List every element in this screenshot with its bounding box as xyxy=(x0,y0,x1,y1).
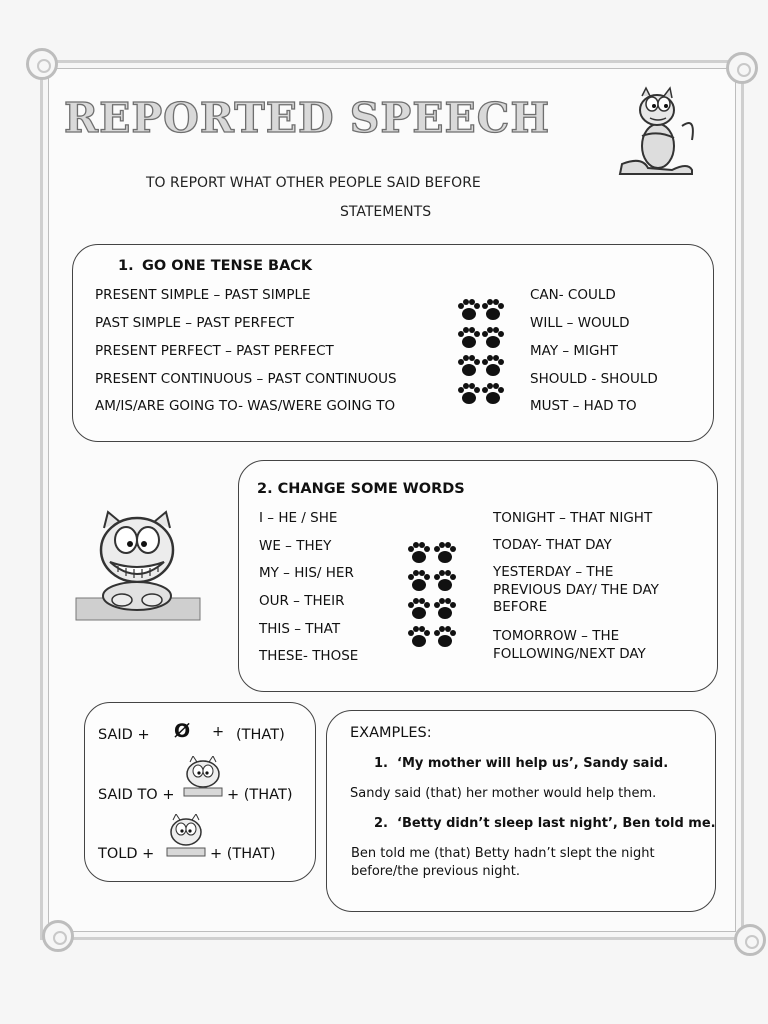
time-rule-right: TOMORROW – THE xyxy=(493,628,620,644)
paw-print-icon xyxy=(480,325,506,351)
example-reported: before/the previous night. xyxy=(351,864,520,879)
paw-print-icon xyxy=(406,568,432,594)
page-title: REPORTED SPEECH xyxy=(64,94,551,142)
garfield-cat-icon xyxy=(180,756,226,798)
paw-print-icon xyxy=(406,624,432,650)
paw-print-column xyxy=(406,540,432,650)
modal-rule-right: MAY – MIGHT xyxy=(530,343,618,359)
examples-heading: EXAMPLES: xyxy=(350,725,432,741)
word-rule-left: MY – HIS/ HER xyxy=(259,565,354,581)
paw-print-icon xyxy=(480,353,506,379)
tense-rule-left: PRESENT PERFECT – PAST PERFECT xyxy=(95,343,334,359)
garfield-cat-icon xyxy=(164,814,208,858)
formula-told: TOLD + xyxy=(98,846,155,862)
paw-print-column xyxy=(480,297,506,407)
time-rule-right: TONIGHT – THAT NIGHT xyxy=(493,510,653,526)
word-rule-left: THIS – THAT xyxy=(259,621,341,637)
corner-ornament-icon xyxy=(734,924,766,956)
tense-rule-left: PAST SIMPLE – PAST PERFECT xyxy=(95,315,294,331)
paw-print-icon xyxy=(406,596,432,622)
tense-rule-left: PRESENT SIMPLE – PAST SIMPLE xyxy=(95,287,311,303)
modal-rule-right: SHOULD - SHOULD xyxy=(530,371,658,387)
modal-rule-right: CAN- COULD xyxy=(530,287,616,303)
garfield-cat-icon xyxy=(74,506,202,624)
paw-print-column xyxy=(456,297,482,407)
subtitle-line-1: TO REPORT WHAT OTHER PEOPLE SAID BEFORE xyxy=(146,175,481,191)
formula-plus: + xyxy=(212,724,225,740)
paw-print-icon xyxy=(432,540,458,566)
paw-print-icon xyxy=(480,381,506,407)
word-rule-left: WE – THEY xyxy=(259,538,332,554)
formula-that: (THAT) xyxy=(236,727,285,743)
modal-rule-right: WILL – WOULD xyxy=(530,315,630,331)
corner-ornament-icon xyxy=(42,920,74,952)
paw-print-icon xyxy=(432,596,458,622)
word-rule-left: OUR – THEIR xyxy=(259,593,345,609)
modal-rule-right: MUST – HAD TO xyxy=(530,398,637,414)
paw-print-icon xyxy=(456,381,482,407)
formula-plus-that: + (THAT) xyxy=(227,787,293,803)
example-reported: Ben told me (that) Betty hadn’t slept the night xyxy=(351,846,655,861)
paw-print-icon xyxy=(406,540,432,566)
corner-ornament-icon xyxy=(26,48,58,80)
example-number: 2. xyxy=(374,816,388,831)
word-rule-left: I – HE / SHE xyxy=(259,510,338,526)
section1-number: 1. xyxy=(118,258,134,274)
section1-heading: GO ONE TENSE BACK xyxy=(142,258,313,274)
garfield-cat-icon xyxy=(612,86,698,178)
paw-print-icon xyxy=(456,353,482,379)
formula-said: SAID + xyxy=(98,727,150,743)
time-rule-right: YESTERDAY – THE xyxy=(493,564,614,580)
word-rule-left: THESE- THOSE xyxy=(259,648,359,664)
formula-plus-that: + (THAT) xyxy=(210,846,276,862)
time-rule-right: PREVIOUS DAY/ THE DAY xyxy=(493,582,659,598)
zero-object-symbol: Ø xyxy=(174,720,191,742)
paw-print-column xyxy=(432,540,458,650)
section2-heading: 2. CHANGE SOME WORDS xyxy=(257,481,465,497)
time-rule-right: FOLLOWING/NEXT DAY xyxy=(493,646,646,662)
formula-said-to: SAID TO + xyxy=(98,787,175,803)
time-rule-right: BEFORE xyxy=(493,599,548,615)
paw-print-icon xyxy=(480,297,506,323)
tense-rule-left: AM/IS/ARE GOING TO- WAS/WERE GOING TO xyxy=(95,398,396,414)
corner-ornament-icon xyxy=(726,52,758,84)
example-reported: Sandy said (that) her mother would help them. xyxy=(350,786,657,801)
example-number: 1. xyxy=(374,756,388,771)
paw-print-icon xyxy=(432,624,458,650)
paw-print-icon xyxy=(456,325,482,351)
time-rule-right: TODAY- THAT DAY xyxy=(493,537,612,553)
example-quote: ‘Betty didn’t sleep last night’, Ben told me. xyxy=(397,816,716,831)
tense-rule-left: PRESENT CONTINUOUS – PAST CONTINUOUS xyxy=(95,371,397,387)
paw-print-icon xyxy=(456,297,482,323)
example-quote: ‘My mother will help us’, Sandy said. xyxy=(397,756,669,771)
subtitle-line-2: STATEMENTS xyxy=(340,204,432,220)
paw-print-icon xyxy=(432,568,458,594)
